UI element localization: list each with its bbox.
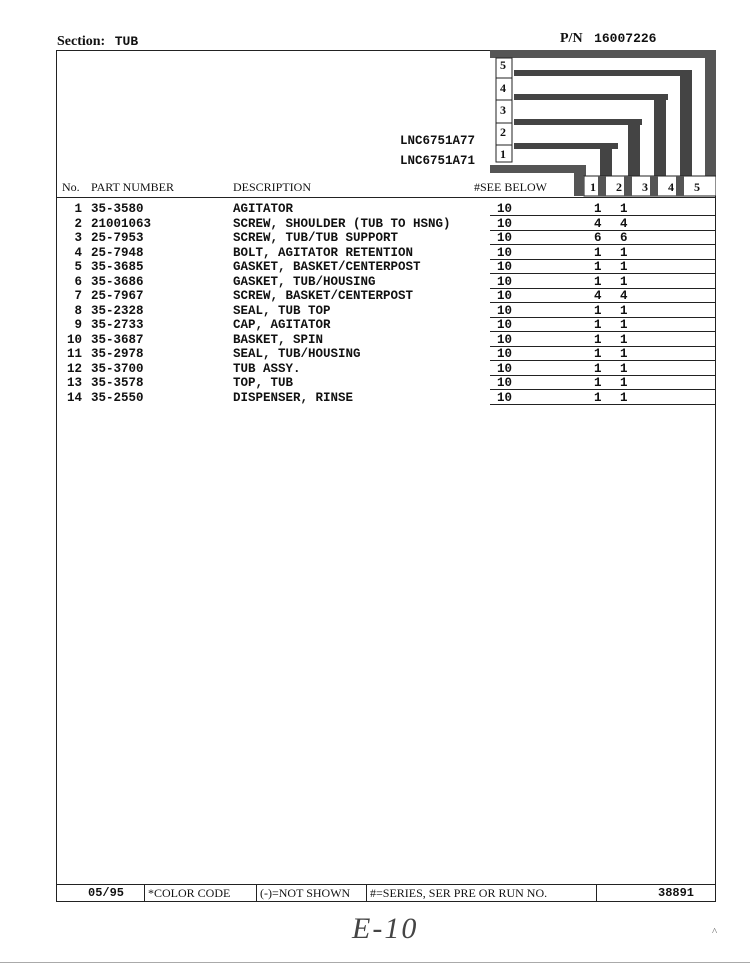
row-number: 10	[66, 332, 82, 347]
col-header-model-4: 4	[668, 180, 674, 194]
row-qty-model-1: 1	[594, 274, 602, 289]
tier-number-3: 3	[500, 103, 506, 117]
footer-not-shown: (-)=NOT SHOWN	[260, 886, 351, 900]
row-part-number: 25-7967	[91, 289, 144, 303]
table-row	[56, 231, 716, 245]
row-part-number: 25-7948	[91, 245, 144, 260]
footer-divider	[366, 885, 367, 902]
pn-label: P/N	[560, 31, 583, 46]
col-header-description: DESCRIPTION	[233, 180, 312, 194]
col-header-part-number: PART NUMBER	[91, 180, 174, 194]
table-row	[56, 347, 716, 361]
row-rule	[490, 404, 716, 405]
row-see-below: 10	[497, 318, 513, 332]
row-qty-model-1: 1	[594, 347, 602, 361]
row-description: SCREW, SHOULDER (TUB TO HSNG)	[233, 216, 451, 231]
row-see-below: 10	[497, 216, 513, 231]
row-qty-model-2: 1	[620, 318, 628, 332]
row-number: 14	[66, 390, 82, 405]
row-description: SEAL, TUB TOP	[233, 303, 331, 318]
row-qty-model-2: 1	[620, 303, 628, 318]
row-number: 2	[74, 216, 82, 231]
row-description: SCREW, TUB/TUB SUPPORT	[233, 231, 399, 245]
row-see-below: 10	[497, 361, 513, 376]
row-qty-model-2: 1	[620, 361, 628, 376]
row-part-number: 35-2550	[91, 390, 144, 405]
table-row	[56, 260, 716, 274]
footer-page-number: 38891	[658, 886, 695, 900]
row-description: TOP, TUB	[233, 376, 294, 390]
footer-bar	[56, 884, 716, 902]
table-row	[56, 275, 716, 289]
row-see-below: 10	[497, 347, 513, 361]
row-see-below: 10	[497, 260, 513, 274]
row-number: 3	[74, 231, 82, 245]
row-number: 9	[74, 318, 82, 332]
row-qty-model-1: 1	[594, 260, 602, 274]
footer-divider	[596, 885, 597, 902]
row-description: SEAL, TUB/HOUSING	[233, 347, 361, 361]
row-see-below: 10	[497, 231, 513, 245]
row-part-number: 35-3686	[91, 274, 144, 289]
col-header-model-3: 3	[642, 180, 648, 194]
row-qty-model-1: 1	[594, 361, 602, 376]
row-qty-model-2: 4	[620, 216, 628, 231]
row-description: CAP, AGITATOR	[233, 318, 331, 332]
row-description: BOLT, AGITATOR RETENTION	[233, 245, 414, 260]
row-number: 6	[74, 274, 82, 289]
footer-date: 05/95	[88, 886, 125, 900]
footer-series: #=SERIES, SER PRE OR RUN NO.	[370, 886, 548, 900]
footer-divider	[256, 885, 257, 902]
row-see-below: 10	[497, 274, 513, 289]
row-number: 13	[66, 376, 82, 390]
row-qty-model-1: 1	[594, 318, 602, 332]
row-description: GASKET, TUB/HOUSING	[233, 274, 376, 289]
section-label: Section:	[57, 34, 106, 49]
pn-value: 16007226	[594, 31, 657, 46]
row-qty-model-2: 1	[620, 390, 628, 405]
table-row	[56, 217, 716, 231]
row-see-below: 10	[497, 332, 513, 347]
col-header-no: No.	[62, 180, 80, 194]
row-number: 1	[74, 202, 82, 216]
table-row	[56, 304, 716, 318]
row-see-below: 10	[497, 202, 513, 216]
table-row	[56, 289, 716, 303]
row-qty-model-2: 1	[620, 274, 628, 289]
row-qty-model-2: 1	[620, 202, 628, 216]
footer-color-code: *COLOR CODE	[148, 886, 231, 900]
row-qty-model-1: 1	[594, 245, 602, 260]
row-part-number: 21001063	[91, 216, 152, 231]
row-description: BASKET, SPIN	[233, 332, 324, 347]
row-qty-model-2: 1	[620, 332, 628, 347]
row-description: SCREW, BASKET/CENTERPOST	[233, 289, 414, 303]
row-part-number: 35-3700	[91, 361, 144, 376]
tier-number-1: 1	[500, 147, 506, 161]
row-see-below: 10	[497, 289, 513, 303]
part-number-heading	[560, 31, 656, 47]
section-heading	[57, 34, 138, 50]
row-see-below: 10	[497, 303, 513, 318]
row-qty-model-2: 1	[620, 260, 628, 274]
row-qty-model-1: 4	[594, 289, 602, 303]
row-number: 7	[74, 289, 82, 303]
footer-divider	[144, 885, 145, 902]
corner-mark: ^	[712, 926, 718, 938]
row-qty-model-1: 6	[594, 231, 602, 245]
table-row	[56, 362, 716, 376]
row-number: 4	[74, 245, 82, 260]
row-part-number: 35-3580	[91, 202, 144, 216]
row-part-number: 35-3687	[91, 332, 144, 347]
row-description: AGITATOR	[233, 202, 294, 216]
col-header-model-5: 5	[694, 180, 700, 194]
row-see-below: 10	[497, 376, 513, 390]
row-qty-model-2: 4	[620, 289, 628, 303]
row-part-number: 35-3685	[91, 260, 144, 274]
row-part-number: 25-7953	[91, 231, 144, 245]
row-number: 5	[74, 260, 82, 274]
row-qty-model-1: 1	[594, 376, 602, 390]
table-row	[56, 202, 716, 216]
row-part-number: 35-2328	[91, 303, 144, 318]
tier-number-5: 5	[500, 58, 506, 72]
row-part-number: 35-3578	[91, 376, 144, 390]
row-qty-model-1: 1	[594, 202, 602, 216]
table-row	[56, 391, 716, 405]
row-part-number: 35-2733	[91, 318, 144, 332]
model-tier-diagram	[490, 50, 716, 197]
tier-number-2: 2	[500, 125, 506, 139]
row-number: 11	[66, 347, 82, 361]
model-label-upper: LNC6751A77	[400, 134, 476, 148]
col-header-see-below: #SEE BELOW	[474, 180, 547, 194]
header-divider	[56, 197, 716, 198]
row-see-below: 10	[497, 245, 513, 260]
row-qty-model-2: 6	[620, 231, 628, 245]
row-qty-model-2: 1	[620, 376, 628, 390]
table-row	[56, 246, 716, 260]
row-description: GASKET, BASKET/CENTERPOST	[233, 260, 421, 274]
table-row	[56, 376, 716, 390]
row-qty-model-1: 1	[594, 332, 602, 347]
section-value: TUB	[114, 34, 139, 49]
row-description: DISPENSER, RINSE	[233, 390, 354, 405]
model-label-lower: LNC6751A71	[400, 154, 476, 168]
row-number: 8	[74, 303, 82, 318]
row-qty-model-1: 1	[594, 390, 602, 405]
row-number: 12	[66, 361, 82, 376]
row-description: TUB ASSY.	[233, 361, 301, 376]
col-header-model-1: 1	[590, 180, 596, 194]
row-qty-model-2: 1	[620, 347, 628, 361]
row-part-number: 35-2978	[91, 347, 144, 361]
row-qty-model-2: 1	[620, 245, 628, 260]
row-see-below: 10	[497, 390, 513, 405]
row-qty-model-1: 4	[594, 216, 602, 231]
handwritten-page-mark: E-10	[352, 912, 419, 945]
table-row	[56, 318, 716, 332]
row-qty-model-1: 1	[594, 303, 602, 318]
page-bottom-rule	[0, 962, 750, 963]
table-row	[56, 333, 716, 347]
tier-number-4: 4	[500, 81, 506, 95]
col-header-model-2: 2	[616, 180, 622, 194]
